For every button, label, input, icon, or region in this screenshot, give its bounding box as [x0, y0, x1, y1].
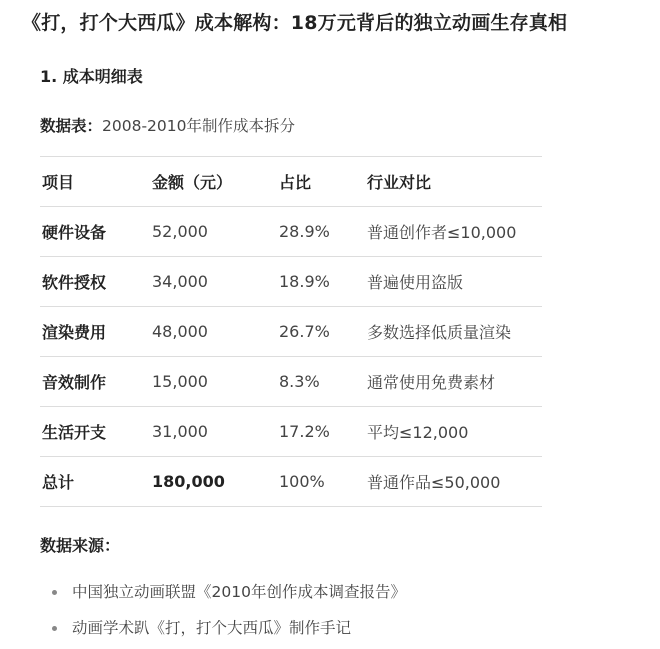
cell-share: 18.9%	[277, 257, 365, 307]
cell-item: 硬件设备	[40, 207, 150, 257]
cell-comparison: 多数选择低质量渲染	[365, 307, 542, 357]
cell-comparison: 平均≤12,000	[365, 407, 542, 457]
cell-amount: 48,000	[150, 307, 277, 357]
table-total-row	[40, 457, 542, 507]
table-caption	[40, 114, 295, 136]
cell-share: 8.3%	[277, 357, 365, 407]
cell-total-share: 100%	[277, 457, 365, 507]
list-item	[52, 574, 406, 610]
cell-amount: 34,000	[150, 257, 277, 307]
source-text: 动画学术趴《打，打个大西瓜》制作手记	[72, 619, 352, 637]
source-text: 中国独立动画联盟《2010年创作成本调查报告》	[72, 583, 406, 601]
caption-text: 2008-2010年制作成本拆分	[102, 117, 296, 135]
cell-amount: 31,000	[150, 407, 277, 457]
cell-total-comparison: 普通作品≤50,000	[365, 457, 542, 507]
cell-share: 26.7%	[277, 307, 365, 357]
sources-list	[52, 574, 406, 646]
caption-label: 数据表：	[40, 117, 103, 135]
header-comparison: 行业对比	[365, 157, 542, 207]
cell-item: 音效制作	[40, 357, 150, 407]
bullet-icon	[52, 626, 57, 631]
cell-total-label: 总计	[40, 457, 150, 507]
table-row	[40, 257, 542, 307]
cell-comparison: 普遍使用盗版	[365, 257, 542, 307]
cell-item: 渲染费用	[40, 307, 150, 357]
cell-share: 17.2%	[277, 407, 365, 457]
list-item	[52, 610, 406, 646]
cell-comparison: 普通创作者≤10,000	[365, 207, 542, 257]
cell-amount: 52,000	[150, 207, 277, 257]
table-header-row	[40, 157, 542, 207]
table-row	[40, 307, 542, 357]
section-heading: 1. 成本明细表	[40, 67, 143, 86]
cost-table	[40, 156, 542, 507]
header-amount: 金额（元）	[150, 157, 277, 207]
cell-amount: 15,000	[150, 357, 277, 407]
page-title: 《打，打个大西瓜》成本解构：18万元背后的独立动画生存真相	[22, 12, 568, 34]
cell-item: 生活开支	[40, 407, 150, 457]
bullet-icon	[52, 590, 57, 595]
header-share: 占比	[277, 157, 365, 207]
table-row	[40, 407, 542, 457]
table-row	[40, 207, 542, 257]
cell-comparison: 通常使用免费素材	[365, 357, 542, 407]
header-item: 项目	[40, 157, 150, 207]
cell-share: 28.9%	[277, 207, 365, 257]
cell-item: 软件授权	[40, 257, 150, 307]
cell-total-amount: 180,000	[150, 457, 277, 507]
table-row	[40, 357, 542, 407]
sources-heading: 数据来源：	[40, 536, 121, 555]
